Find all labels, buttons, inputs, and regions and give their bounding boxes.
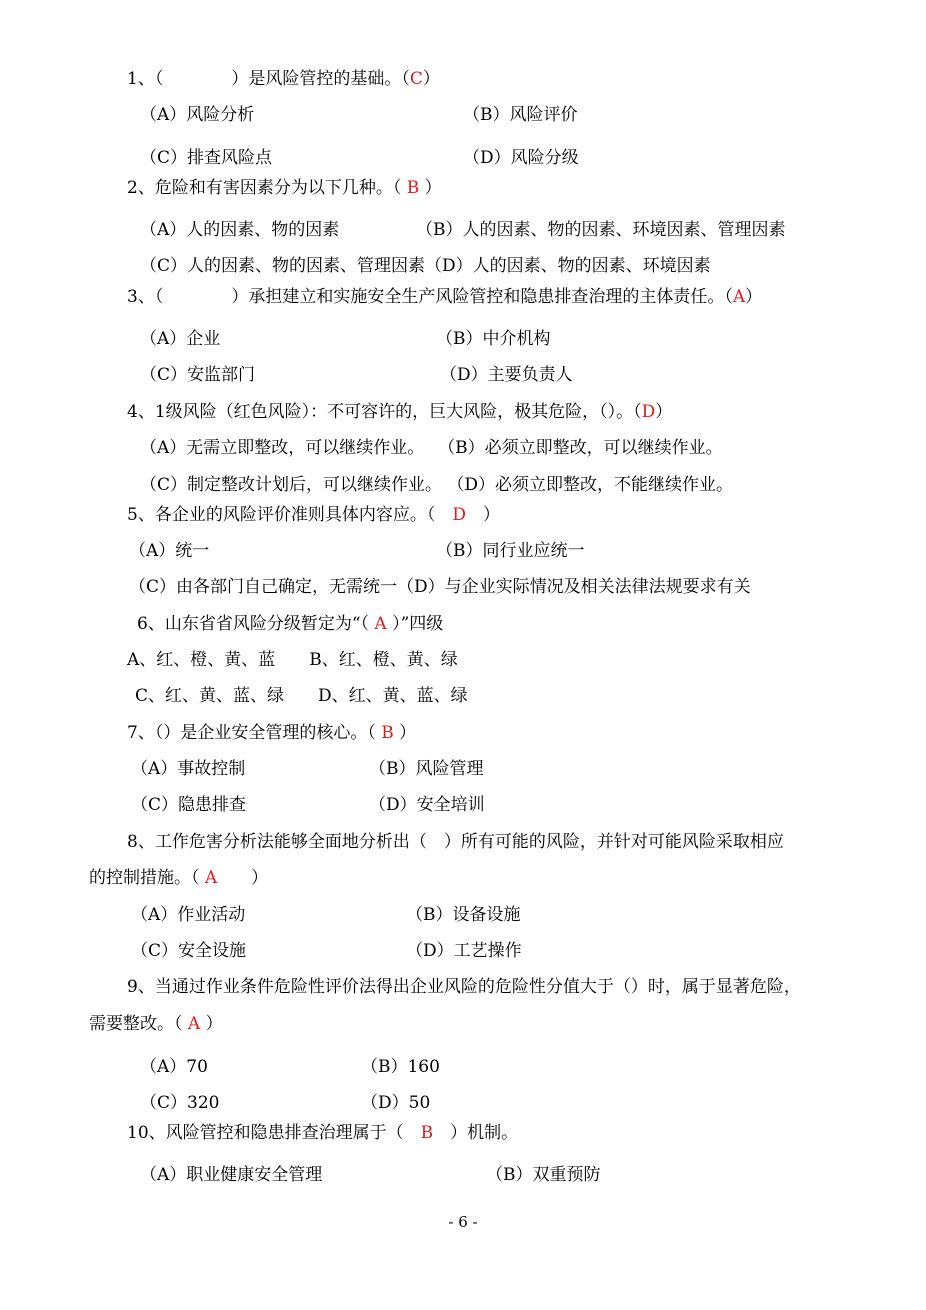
answer-8: A	[204, 868, 218, 888]
answer-10: B	[420, 1123, 434, 1143]
q10-option-a: （A）职业健康安全管理	[140, 1165, 323, 1185]
q4-options-cd: （C）制定整改计划后，可以继续作业。 （D）必须立即整改，不能继续作业。	[140, 475, 734, 495]
question-2: 2、危险和有害因素分为以下几种。（ B ）	[127, 178, 442, 198]
q9-option-a: （A）70	[140, 1057, 208, 1077]
q3-option-d: （D）主要负责人	[440, 365, 573, 385]
question-8-line2: 的控制措施。（ A ）	[89, 868, 269, 888]
q7-option-c: （C）隐患排查	[131, 795, 247, 815]
question-9-line1: 9、当通过作业条件危险性评价法得出企业风险的危险性分值大于（）时，属于显著危险，	[127, 977, 801, 997]
q2-option-a: （A）人的因素、物的因素	[140, 220, 340, 240]
answer-6: A	[374, 614, 387, 634]
answer-7: B	[381, 723, 394, 743]
question-5: 5、各企业的风险评价准则具体内容应。（ D ）	[127, 505, 500, 525]
q7-option-a: （A）事故控制	[131, 759, 246, 779]
answer-1: C	[409, 69, 423, 89]
q8-option-b: （B）设备设施	[406, 905, 521, 925]
question-6: 6、山东省省风险分级暂定为“（ A ）”四级	[137, 614, 444, 634]
q7-option-d: （D）安全培训	[369, 795, 485, 815]
answer-5: D	[452, 505, 466, 525]
question-8-line1: 8、工作危害分析法能够全面地分析出（ ）所有可能的风险，并针对可能风险采取相应	[127, 832, 784, 852]
q8-option-a: （A）作业活动	[131, 905, 246, 925]
q1-option-b: （B）风险评价	[463, 105, 578, 125]
q5-option-a: （A）统一	[129, 541, 210, 561]
q6-options-ab: A、红、橙、黄、蓝 B、红、橙、黄、绿	[127, 650, 458, 670]
q7-option-b: （B）风险管理	[369, 759, 484, 779]
q2-options-cd: （C）人的因素、物的因素、管理因素（D）人的因素、物的因素、环境因素	[140, 256, 711, 276]
q2-option-b: （B）人的因素、物的因素、环境因素、管理因素	[416, 220, 786, 240]
q9-option-b: （B）160	[361, 1057, 440, 1077]
q8-option-c: （C）安全设施	[131, 941, 247, 961]
q3-option-b: （B）中介机构	[436, 329, 551, 349]
answer-9: A	[187, 1014, 201, 1034]
question-4: 4、1级风险（红色风险）：不可容许的，巨大风险，极其危险，（）。（D）	[127, 402, 673, 422]
answer-4: D	[641, 402, 656, 422]
q1-option-c: （C）排查风险点	[140, 148, 273, 168]
answer-3: A	[732, 287, 746, 307]
q3-option-c: （C）安监部门	[140, 365, 256, 385]
q5-option-b: （B）同行业应统一	[436, 541, 585, 561]
question-3: 3、（ ）承担建立和实施安全生产风险管控和隐患排查治理的主体责任。（A）	[127, 287, 763, 307]
q6-options-cd: C、红、黄、蓝、绿 D、红、黄、蓝、绿	[135, 686, 468, 706]
q9-option-c: （C）320	[140, 1093, 220, 1113]
q1-option-a: （A）风险分析	[140, 105, 255, 125]
q4-options-ab: （A）无需立即整改，可以继续作业。 （B）必须立即整改，可以继续作业。	[140, 438, 723, 458]
q3-option-a: （A）企业	[140, 329, 221, 349]
question-10: 10、风险管控和隐患排查治理属于（ B ）机制。	[127, 1123, 519, 1143]
q1-option-d: （D）风险分级	[463, 148, 579, 168]
question-9-line2: 需要整改。（ A ）	[89, 1014, 223, 1034]
q5-options-cd: （C）由各部门自己确定，无需统一（D）与企业实际情况及相关法律法规要求有关	[129, 577, 751, 597]
page-number: - 6 -	[448, 1213, 478, 1231]
question-7: 7、（）是企业安全管理的核心。（ B ）	[127, 723, 417, 743]
q8-option-d: （D）工艺操作	[406, 941, 522, 961]
q9-option-d: （D）50	[361, 1093, 431, 1113]
question-1: 1、（ ）是风险管控的基础。（C）	[127, 69, 440, 89]
q10-option-b: （B）双重预防	[486, 1165, 601, 1185]
answer-2: B	[406, 178, 420, 198]
